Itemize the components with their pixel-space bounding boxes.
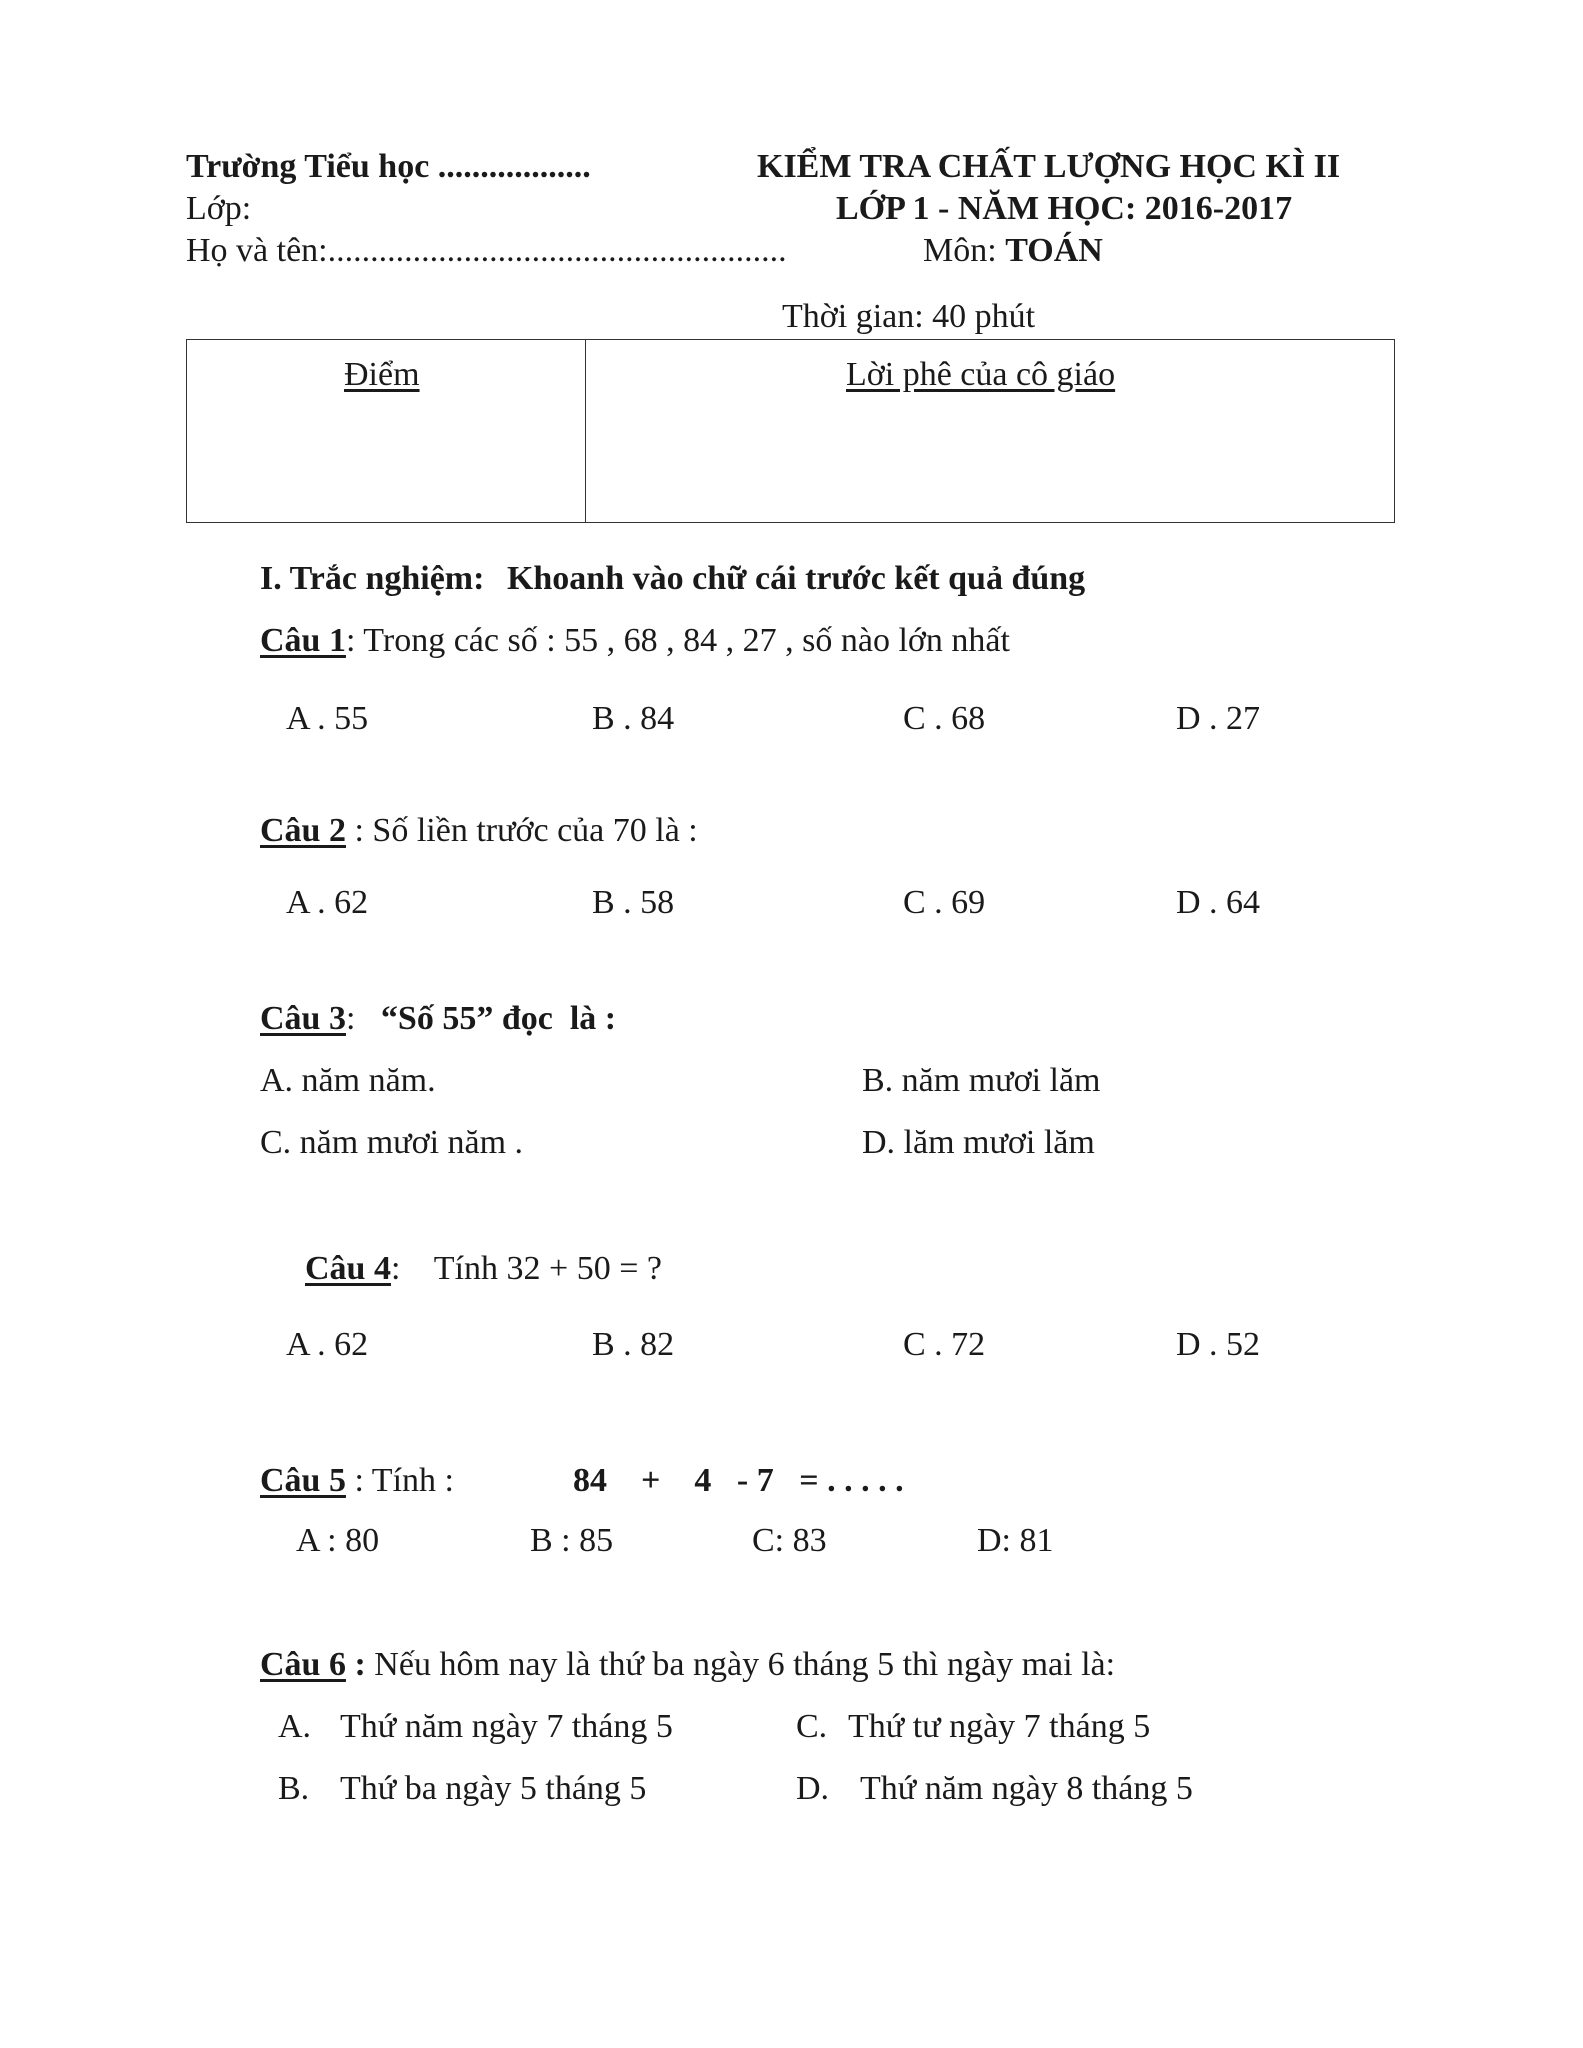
question-4: [305, 1250, 662, 1288]
subject-prefix: Môn:: [923, 232, 1006, 269]
q1-option-d[interactable]: D . 27: [1176, 700, 1261, 737]
question-3-text: “Số 55” đọc là :: [355, 1000, 617, 1037]
student-name-label: Họ và tên:......................................................: [186, 232, 787, 269]
question-3: [260, 1000, 616, 1038]
exam-time: Thời gian: 40 phút: [782, 298, 1036, 335]
q2-option-d[interactable]: D . 64: [1176, 884, 1261, 921]
question-2-text: Số liền trước của 70 là :: [363, 812, 698, 849]
section-instruction: Khoanh vào chữ cái trước kết quả đúng: [506, 560, 1086, 597]
subject-name: TOÁN: [1005, 232, 1103, 269]
q5-option-d[interactable]: D: 81: [977, 1522, 1054, 1559]
question-5-label: Câu 5: [260, 1462, 346, 1499]
question-2-sep: :: [345, 812, 364, 849]
q4-option-c[interactable]: C . 72: [903, 1326, 986, 1363]
question-6: [260, 1646, 1115, 1684]
q6-option-a-text[interactable]: Thứ năm ngày 7 tháng 5: [340, 1708, 673, 1745]
school-name: Trường Tiểu học ..................: [186, 148, 591, 185]
exam-title: KIỂM TRA CHẤT LƯỢNG HỌC KÌ II: [757, 148, 1341, 185]
q6-option-c-text[interactable]: Thứ tư ngày 7 tháng 5: [848, 1708, 1151, 1745]
question-5-sep: : Tính :: [345, 1462, 454, 1499]
score-table-divider: [585, 340, 586, 522]
q4-option-a[interactable]: A . 62: [286, 1326, 369, 1363]
question-4-text: Tính 32 + 50 = ?: [400, 1250, 662, 1287]
section-heading: [260, 560, 1085, 598]
question-2-label: Câu 2: [260, 812, 346, 849]
q6-option-d-letter[interactable]: D.: [796, 1770, 830, 1807]
grade-year: LỚP 1 - NĂM HỌC: 2016-2017: [836, 190, 1293, 227]
q5-option-b[interactable]: B : 85: [530, 1522, 614, 1559]
question-6-label: Câu 6: [260, 1646, 346, 1683]
q6-option-b-letter[interactable]: B.: [278, 1770, 310, 1807]
q2-option-a[interactable]: A . 62: [286, 884, 369, 921]
question-6-text: Nếu hôm nay là thứ ba ngày 6 tháng 5 thì ngày mai là:: [365, 1646, 1116, 1683]
question-3-label: Câu 3: [260, 1000, 346, 1037]
question-6-sep: :: [345, 1646, 366, 1683]
q4-option-d[interactable]: D . 52: [1176, 1326, 1261, 1363]
question-1-label: Câu 1: [260, 622, 346, 659]
q5-option-c[interactable]: C: 83: [752, 1522, 827, 1559]
question-3-sep: :: [345, 1000, 356, 1037]
question-5: [260, 1462, 454, 1500]
question-4-label: Câu 4: [305, 1250, 391, 1287]
q5-option-a[interactable]: A : 80: [296, 1522, 380, 1559]
section-title: I. Trắc nghiệm:: [260, 560, 485, 597]
class-label: Lớp:: [186, 190, 252, 227]
q3-option-a[interactable]: A. năm năm.: [260, 1062, 436, 1099]
q2-option-b[interactable]: B . 58: [592, 884, 675, 921]
q6-option-a-letter[interactable]: A.: [278, 1708, 312, 1745]
question-1-sep: :: [345, 622, 356, 659]
question-2: [260, 812, 698, 850]
q1-option-c[interactable]: C . 68: [903, 700, 986, 737]
question-1-text: Trong các số : 55 , 68 , 84 , 27 , số nào lớn nhất: [355, 622, 1010, 659]
question-5-expression: 84 + 4 - 7 = . . . . .: [573, 1462, 904, 1499]
teacher-comment-label: Lời phê của cô giáo: [846, 356, 1116, 393]
question-4-sep: :: [390, 1250, 401, 1287]
q1-option-b[interactable]: B . 84: [592, 700, 675, 737]
question-1: [260, 622, 1010, 660]
q6-option-c-letter[interactable]: C.: [796, 1708, 828, 1745]
score-label: Điểm: [344, 356, 420, 393]
q6-option-d-text[interactable]: Thứ năm ngày 8 tháng 5: [860, 1770, 1193, 1807]
q3-option-b[interactable]: B. năm mươi lăm: [862, 1062, 1101, 1099]
q3-option-d[interactable]: D. lăm mươi lăm: [862, 1124, 1095, 1161]
q6-option-b-text[interactable]: Thứ ba ngày 5 tháng 5: [340, 1770, 647, 1807]
q1-option-a[interactable]: A . 55: [286, 700, 369, 737]
q4-option-b[interactable]: B . 82: [592, 1326, 675, 1363]
q3-option-c[interactable]: C. năm mươi năm .: [260, 1124, 524, 1161]
q2-option-c[interactable]: C . 69: [903, 884, 986, 921]
subject-line: [923, 232, 1103, 270]
